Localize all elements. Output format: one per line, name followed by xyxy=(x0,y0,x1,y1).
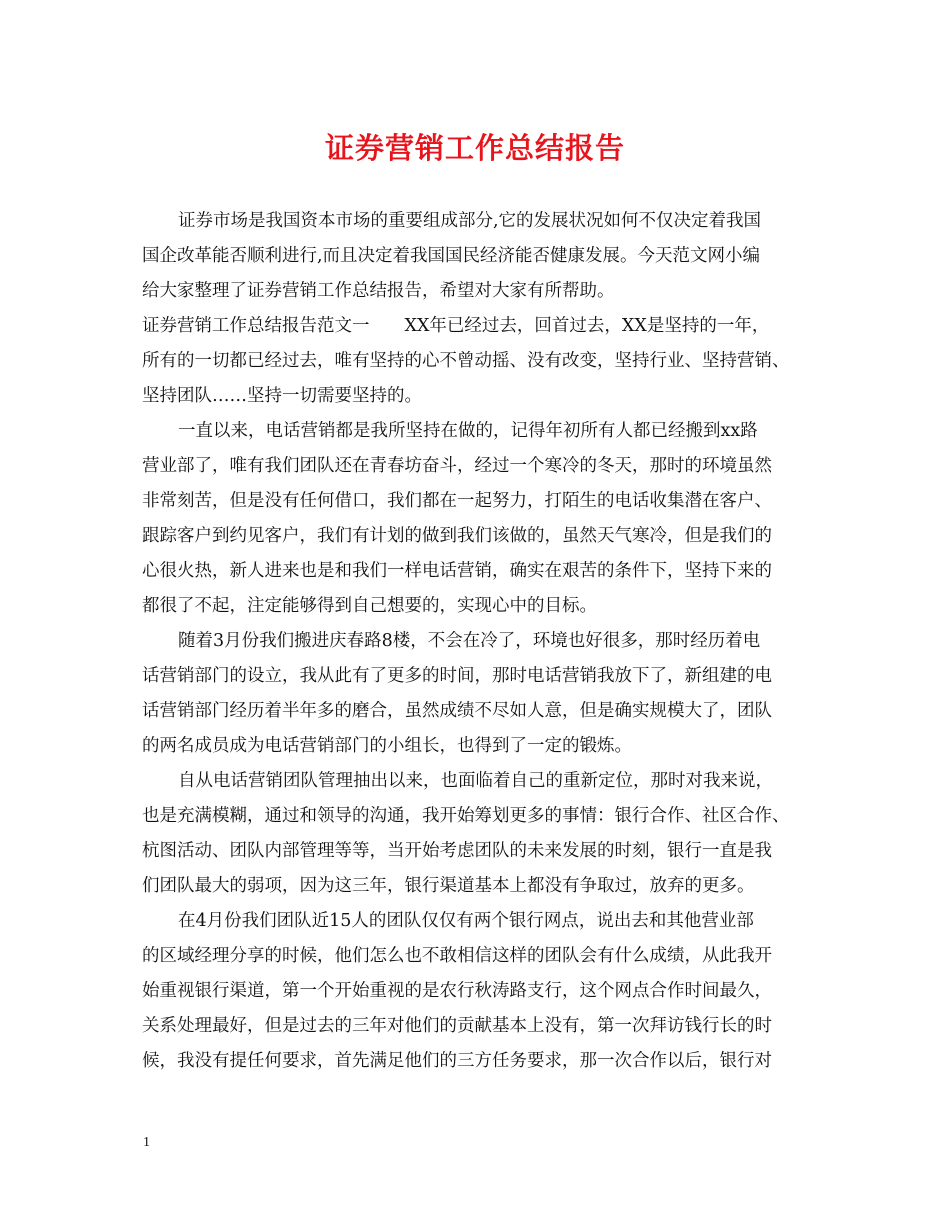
document-title: 证券营销工作总结报告 xyxy=(324,131,625,165)
text-line: 给大家整理了证券营销工作总结报告，希望对大家有所帮助。 xyxy=(142,281,615,301)
text-line: 非常刻苦，但是没有任何借口，我们都在一起努力，打陌生的电话收集潜在客户、 xyxy=(142,491,772,511)
text-line: 都很了不起，注定能够得到自己想要的，实现心中的目标。 xyxy=(142,596,597,616)
text-line: 所有的一切都已经过去，唯有坚持的心不曾动摇、没有改变，坚持行业、坚持营销、 xyxy=(142,351,790,371)
text-line: 候，我没有提任何要求，首先满足他们的三方任务要求，那一次合作以后，银行对 xyxy=(142,1051,772,1071)
text-line: 的区域经理分享的时候，他们怎么也不敢相信这样的团队会有什么成绩，从此我开 xyxy=(142,946,772,966)
text-line: 一直以来，电话营销都是我所坚持在做的，记得年初所有人都已经搬到xx路 xyxy=(178,421,758,441)
text-line: 证券市场是我国资本市场的重要组成部分,它的发展状况如何不仅决定着我国 xyxy=(178,211,762,231)
text-line: 证券营销工作总结报告范文一 XX年已经过去，回首过去，XX是坚持的一年， xyxy=(142,316,770,336)
text-line: 也是充满模糊，通过和领导的沟通，我开始筹划更多的事情：银行合作、社区合作、 xyxy=(142,806,790,826)
text-line: 话营销部门经历着半年多的磨合，虽然成绩不尽如人意，但是确实规模大了，团队 xyxy=(142,701,772,721)
text-line: 自从电话营销团队管理抽出以来，也面临着自己的重新定位，那时对我来说， xyxy=(178,771,773,791)
text-line: 们团队最大的弱项，因为这三年，银行渠道基本上都没有争取过，放弃的更多。 xyxy=(142,876,755,896)
text-line: 话营销部门的设立，我从此有了更多的时间，那时电话营销我放下了，新组建的电 xyxy=(142,666,772,686)
text-line: 国企改革能否顺利进行,而且决定着我国国民经济能否健康发展。今天范文网小编 xyxy=(142,246,761,266)
text-line: 营业部了，唯有我们团队还在青春坊奋斗，经过一个寒冷的冬天，那时的环境虽然 xyxy=(142,456,772,476)
text-line: 随着3月份我们搬进庆春路8楼，不会在冷了，环境也好很多，那时经历着电 xyxy=(178,631,761,651)
text-line: 杭图活动、团队内部管理等等，当开始考虑团队的未来发展的时刻，银行一直是我 xyxy=(142,841,772,861)
text-line: 心很火热，新人进来也是和我们一样电话营销，确实在艰苦的条件下，坚持下来的 xyxy=(142,561,772,581)
text-line: 跟踪客户到约见客户，我们有计划的做到我们该做的，虽然天气寒冷，但是我们的 xyxy=(142,526,772,546)
document-body xyxy=(142,204,832,1079)
text-line: 关系处理最好，但是过去的三年对他们的贡献基本上没有，第一次拜访钱行长的时 xyxy=(142,1016,772,1036)
page-number: 1 xyxy=(143,1135,150,1150)
text-line: 在4月份我们团队近15人的团队仅仅有两个银行网点，说出去和其他营业部 xyxy=(178,911,754,931)
text-line: 的两名成员成为电话营销部门的小组长，也得到了一定的锻炼。 xyxy=(142,736,632,756)
text-line: 始重视银行渠道，第一个开始重视的是农行秋涛路支行，这个网点合作时间最久， xyxy=(142,981,772,1001)
text-line: 坚持团队……坚持一切需要坚持的。 xyxy=(142,386,422,406)
